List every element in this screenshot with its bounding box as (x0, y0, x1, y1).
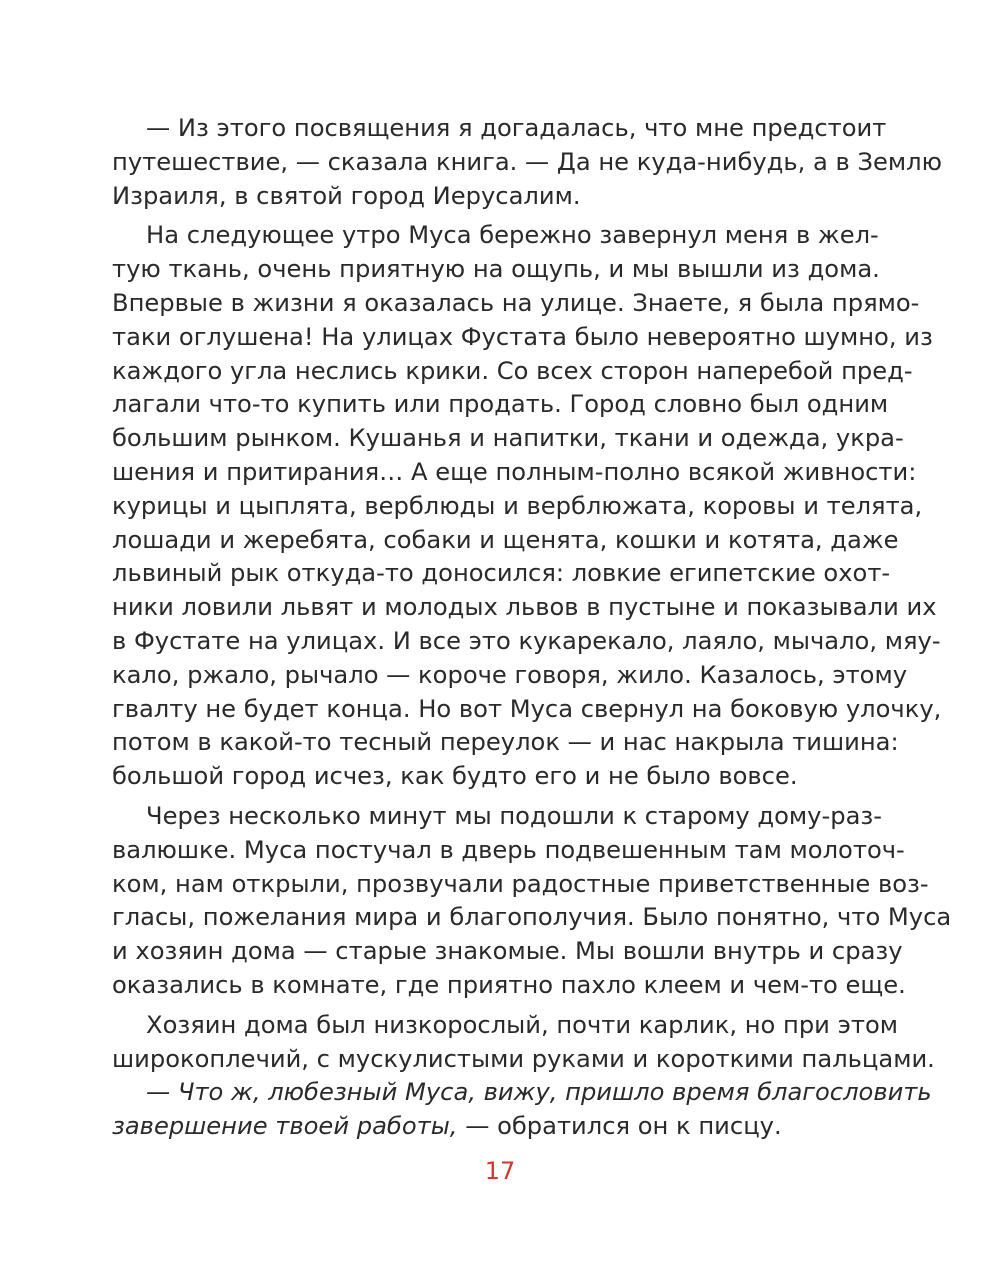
page-number: 17 (484, 1157, 516, 1185)
text-line: ники ловили львят и молодых львов в пустыне и показывали их (112, 593, 937, 622)
paragraph-1 (112, 112, 942, 213)
paragraph-3 (112, 800, 952, 1003)
text-line: шения и притирания… А еще полным-полно всякой живности: (112, 457, 917, 486)
text-line: кало, ржало, рычало — короче говоря, жило. Казалось, этому (112, 660, 908, 689)
text-line: в Фустате на улицах. И все это кукарекало, лаяло, мычало, мяу- (112, 626, 941, 655)
text-line: гвалту не будет конца. Но вот Муса свернул на боковую улочку, (112, 694, 942, 723)
paragraph-5-dialogue (112, 1076, 932, 1144)
text-line: и хозяин дома — старые знакомые. Мы вошли внутрь и сразу (112, 937, 903, 966)
text-line: большим рынком. Кушанья и напитки, ткани и одежда, укра- (112, 424, 904, 453)
dialogue-italic: завершение твоей работы, (112, 1112, 458, 1141)
text-line: Хозяин дома был низкорослый, почти карлик, но при этом (146, 1010, 898, 1039)
text-line (112, 1110, 824, 1144)
text-line: тую ткань, очень приятную на ощупь, и мы вышли из дома. (112, 255, 880, 284)
text-line: Впервые в жизни я оказалась на улице. Знаете, я была прямо- (112, 288, 920, 317)
paragraph-4 (112, 1009, 935, 1077)
text-line: потом в какой-то тесный переулок — и нас накрыла тишина: (112, 728, 899, 757)
text-line: каждого угла неслись крики. Со всех сторон наперебой пред- (112, 356, 913, 385)
text-line: На следующее утро Муса бережно завернул меня в жел- (146, 221, 879, 250)
text-line: Израиля, в святой город Иерусалим. (112, 181, 581, 210)
text-line: Через несколько минут мы подошли к старому дому-раз- (146, 801, 882, 830)
text-line: большой город исчез, как будто его и не было вовсе. (112, 762, 798, 791)
dialogue-attribution: — обратился он к писцу. (457, 1112, 782, 1141)
text-line: оказались в комнате, где приятно пахло клеем и чем-то еще. (112, 970, 906, 999)
text-line: широкоплечий, с мускулистыми руками и короткими пальцами. (112, 1044, 935, 1073)
text-line: таки оглушена! На улицах Фустата было невероятно шумно, из (112, 322, 933, 351)
text-line: валюшке. Муса постучал в дверь подвешенным там молоточ- (112, 835, 905, 864)
text-line: гласы, пожелания мира и благополучия. Было понятно, что Муса (112, 903, 952, 932)
text-line: лошади и жеребята, собаки и щенята, кошки и котята, даже (112, 525, 899, 554)
text-line: львиный рык откуда-то доносился: ловкие египетские охот- (112, 559, 891, 588)
text-line: — Из этого посвящения я догадалась, что мне предстоит (146, 114, 887, 142)
text-line: — Что ж, любезный Муса, вижу, пришло время благословить (146, 1078, 932, 1107)
text-line: ком, нам открыли, прозвучали радостные приветственные воз- (112, 869, 929, 898)
body-text (112, 112, 952, 1144)
text-line: путешествие, — сказала книга. — Да не куда-нибудь, а в Землю (112, 147, 942, 176)
text-line: лагали что-то купить или продать. Город словно был одним (112, 390, 889, 419)
text-line: курицы и цыплята, верблюды и верблюжата, коровы и телята, (112, 491, 923, 520)
paragraph-2 (112, 219, 942, 794)
